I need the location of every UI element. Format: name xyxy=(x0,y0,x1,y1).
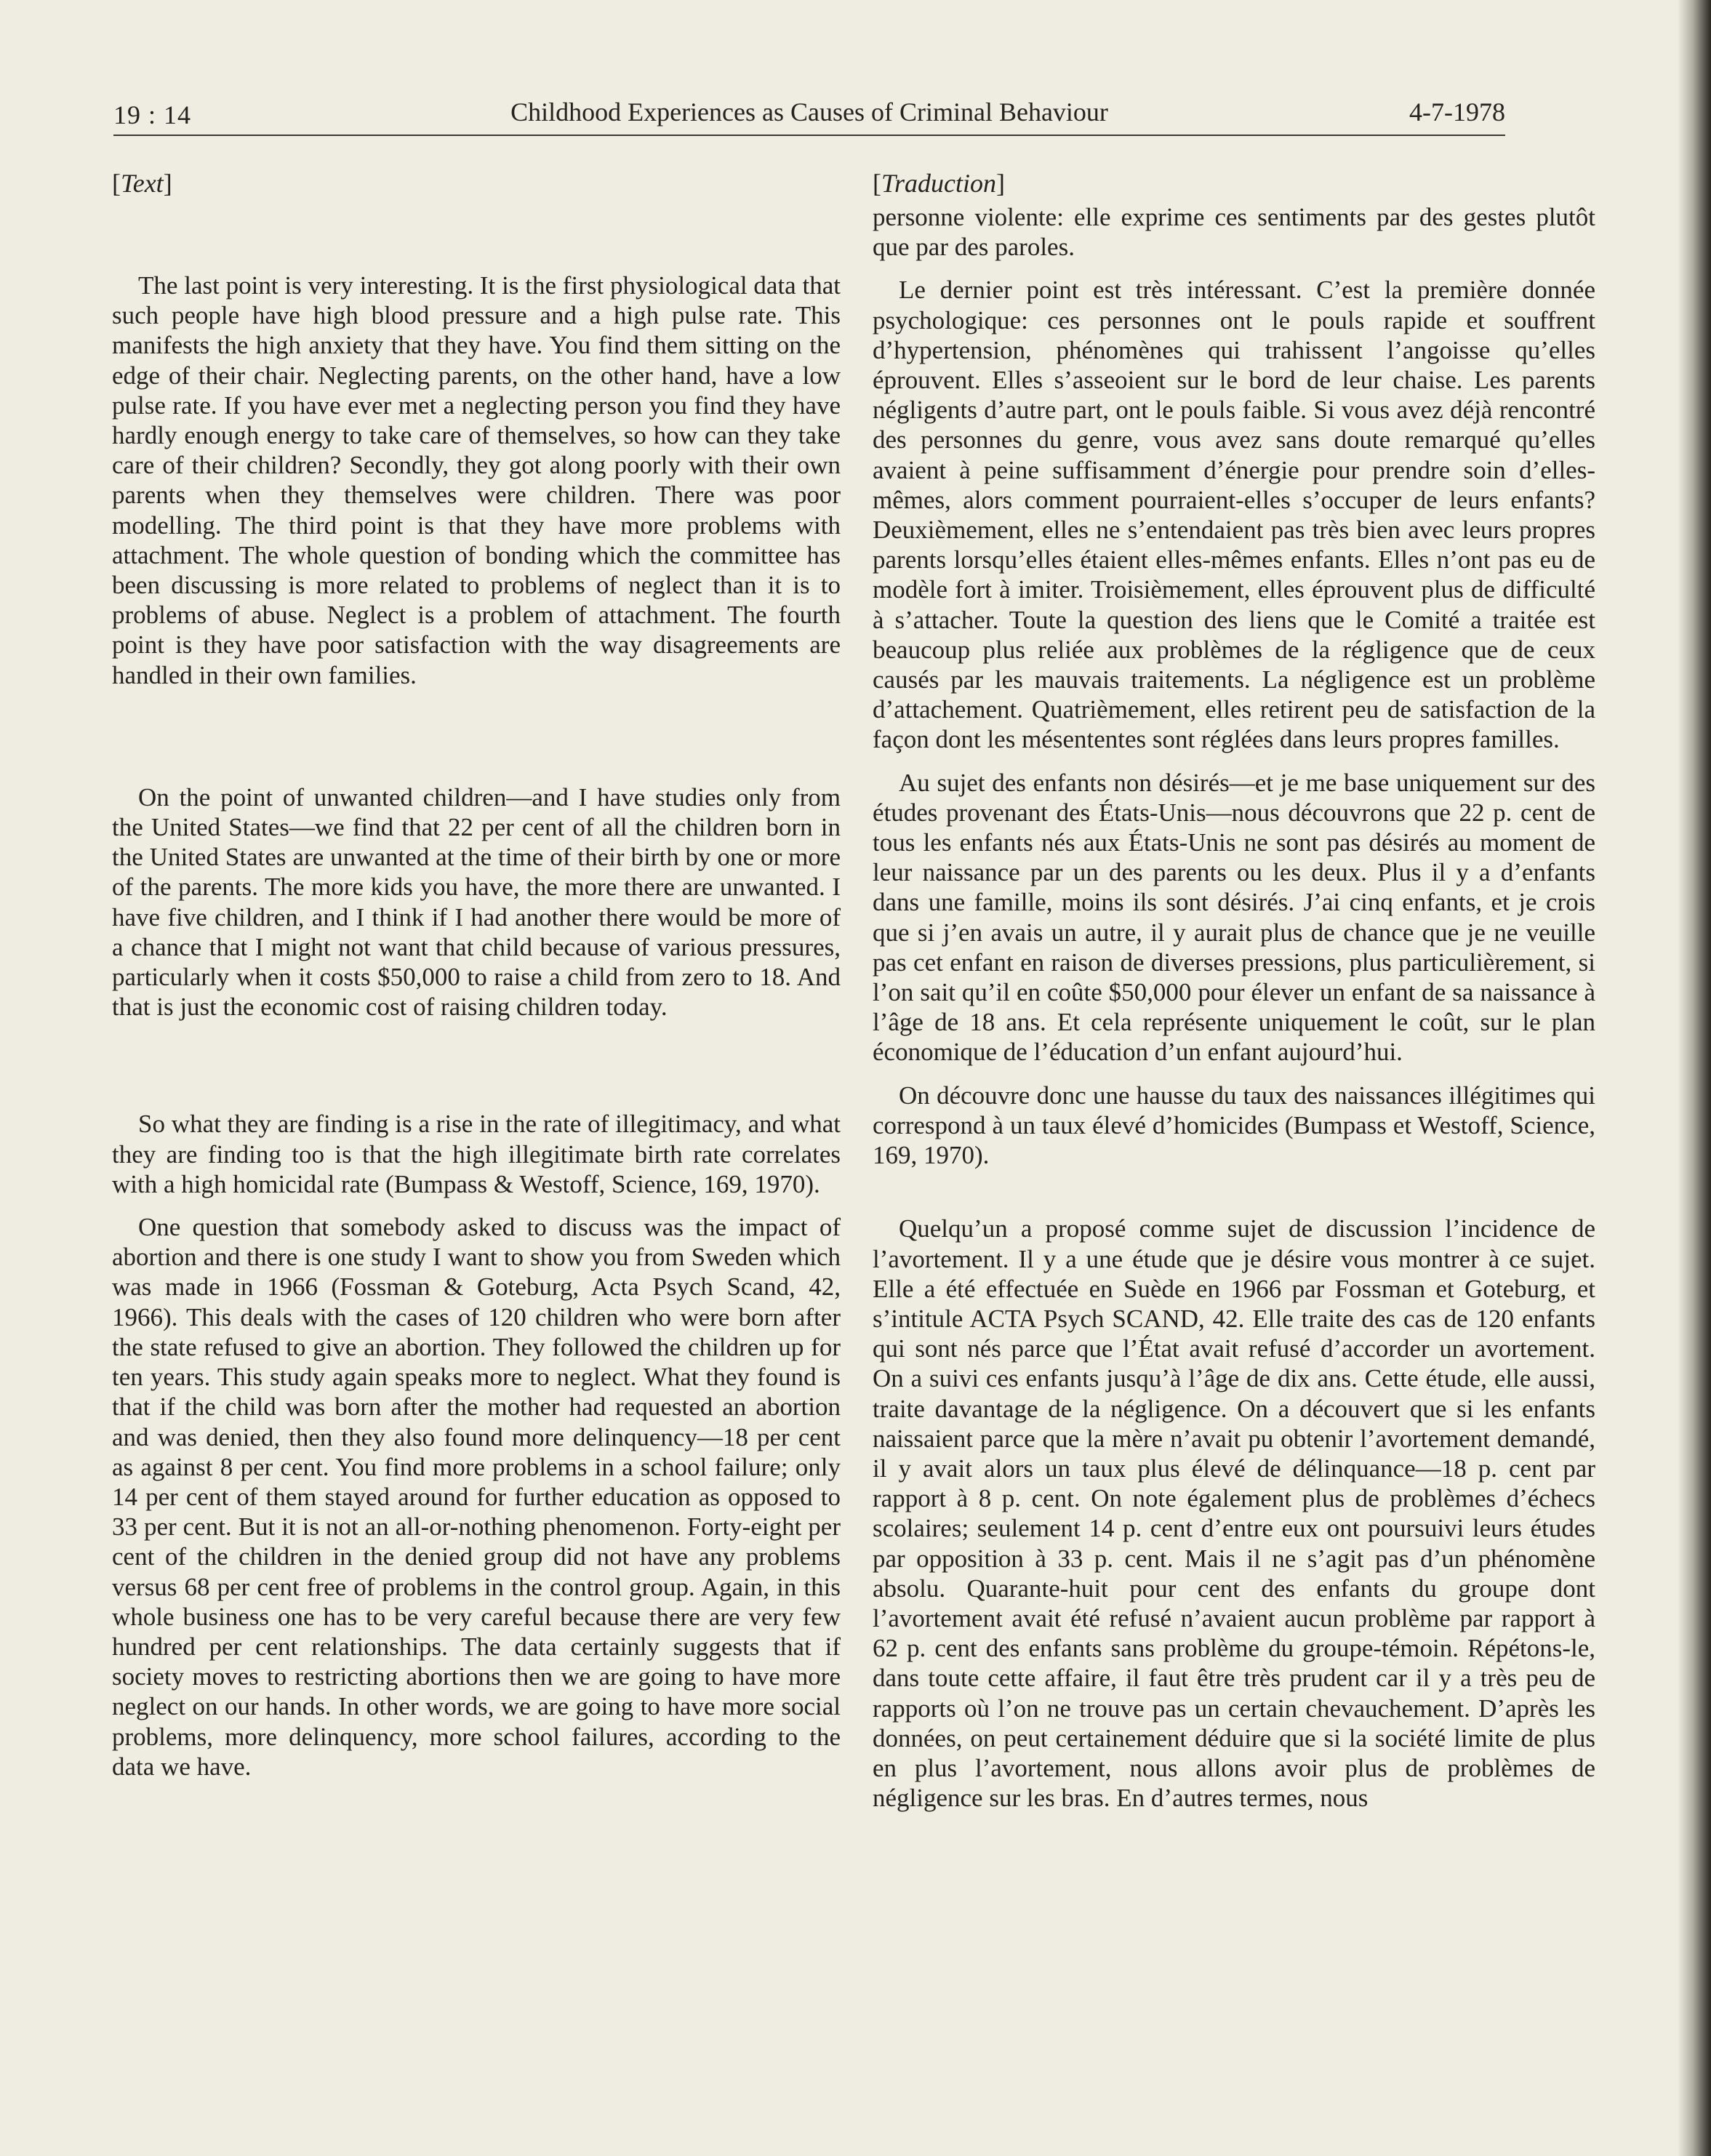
paragraph: On découvre donc une hausse du taux des naissances illégitimes qui correspond à un taux élevé d’homicides (Bumpass et Westoff, Science, 169, 1970). xyxy=(873,1081,1595,1170)
paragraph: Quelqu’un a proposé comme sujet de discussion l’incidence de l’avortement. Il y a une étude que je désire vous montrer à ce sujet. Elle a été effectuée en Suède en 1966 par Fossman et Goteburg, et s’intitule ACTA Psych SCAND, 42. Elle traite des cas de 120 enfants qui sont nés parce que l’État avait refusé d’accorder un avortement. On a suivi ces enfants jusqu’à l’âge de dix ans. Cette étude, elle aussi, traite davantage de la négligence. On a découvert que si les enfants naissaient parce que la mère n’avait pu obtenir l’avortement demandé, il y avait alors un taux plus élevé de délinquance—18 p. cent par rapport à 8 p. cent. On note également plus de problèmes d’échecs scolaires; seulement 14 p. cent d’entre eux ont poursuivi leurs études par opposition à 33 p. cent. Mais il ne s’agit pas d’un phénomène absolu. Quarante-huit pour cent des enfants du groupe dont l’avortement avait été refusé n’avaient aucun problème par rapport à 62 p. cent des enfants sans problème du groupe-témoin. Répétons-le, dans toute cette affaire, il faut être très prudent car il y a très peu de rapports où l’on ne trouve pas un certain chevauchement. D’après les données, on peut certainement déduire que si la société limite de plus en plus l’avortement, nous allons avoir plus de problèmes de négligence sur les bras. En d’autres termes, nous xyxy=(873,1214,1595,1813)
paragraph: One question that somebody asked to discuss was the impact of abortion and there is one study I want to show you from Sweden which was made in 1966 (Fossman & Goteburg, Acta Psych Scand, 42, 1966). This deals with the cases of 120 children who were born after the state refused to give an abortion. They followed the children up for ten years. This study again speaks more to neglect. What they found is that if the child was born after the mother had requested an abortion and was denied, then they also found more delinquency—18 per cent as against 8 per cent. You find more problems in a school failure; only 14 per cent of them stayed around for further education as opposed to 33 per cent. But it is not an all-or-nothing phenomenon. Forty-eight per cent of the children in the denied group did not have any problems versus 68 per cent free of problems in the control group. Again, in this whole business one has to be very careful because there are very few hundred per cent relationships. The data certainly suggests that if society moves to restricting abortions then we are going to have more neglect on our hands. In other words, we are going to have more social problems, more delinquency, more school failures, according to the data we have. xyxy=(112,1213,841,1781)
paragraph: personne violente: elle exprime ces sentiments par des gestes plutôt que par des paroles. xyxy=(873,203,1595,262)
french-column xyxy=(873,169,1595,1813)
paragraph: The last point is very interesting. It is the first physiological data that such people have high blood pressure and a high pulse rate. This manifests the high anxiety that they have. You find them sitting on the edge of their chair. Neglecting parents, on the other hand, have a low pulse rate. If you have ever met a neglecting person you find they have hardly enough energy to take care of themselves, so how can they take care of their children? Secondly, they got along poorly with their own parents when they themselves were children. There was poor modelling. The third point is that they have more problems with attachment. The whole question of bonding which the committee has been discussing is more related to problems of neglect than it is to problems of abuse. Neglect is a problem of attachment. The fourth point is they have poor satisfaction with the way disagreements are handled in their own families. xyxy=(112,271,841,689)
english-column xyxy=(112,169,841,1782)
paragraph: On the point of unwanted children—and I have studies only from the United States—we find that 22 per cent of all the children born in the United States are unwanted at the time of their birth by one or more of the parents. The more kids you have, the more there are unwanted. I have five children, and I think if I had another there would be more of a chance that I might not want that child because of various pressures, particularly when it costs $50,000 to raise a child from zero to 18. And that is just the economic cost of raising children today. xyxy=(112,782,841,1022)
paragraph: Le dernier point est très intéressant. C’est la première donnée psychologique: ces personnes ont le pouls rapide et souffrent d’hypertension, phénomènes qui trahissent l’angoisse qu’elles éprouvent. Elles s’asseoient sur le bord de leur chaise. Les parents négligents d’autre part, ont le pouls faible. Si vous avez déjà rencontré des personnes du genre, vous avez sans doute remarqué qu’elles avaient à peine suffisamment d’énergie pour prendre soin d’elles-mêmes, alors comment pourraient-elles s’occuper de leurs enfants? Deuxièmement, elles ne s’entendaient pas très bien avec leurs propres parents lorsqu’elles étaient elles-mêmes enfants. Elles n’ont pas eu de modèle fort à imiter. Troisièmement, elles éprouvent plus de difficulté à s’attacher. Toute la question des liens que le Comité a traitée est beaucoup plus reliée aux problèmes de la régligence que de ceux causés par les mauvais traitements. La négligence est un problème d’attachement. Quatrièmement, elles retirent peu de satisfaction de la façon dont les mésententes sont réglées dans leurs propres familles. xyxy=(873,276,1595,754)
header-date: 4-7-1978 xyxy=(1409,97,1505,127)
paragraph: Au sujet des enfants non désirés—et je me base uniquement sur des études provenant des États-Unis—nous découvrons que 22 p. cent de tous les enfants nés aux États-Unis ne sont pas désirés au moment de leur naissance par un des parents ou les deux. Plus il y a d’enfants dans une famille, moins ils sont désirés. J’ai cinq enfants, et je crois que si j’en avais un autre, il y aurait plus de chance que je ne veuille pas cet enfant en raison de diverses pressions, plus particulièrement, si l’on sait qu’il en coûte $50,000 pour élever un enfant de sa naissance à l’âge de 18 ans. Et cela représente uniquement le coût, sur le plan économique de l’éducation d’un enfant aujourd’hui. xyxy=(873,768,1595,1067)
page-number: 19 : 14 xyxy=(113,100,192,129)
paragraph: So what they are finding is a rise in the rate of illegitimacy, and what they are finding too is that the high illegitimate birth rate correlates with a high homicidal rate (Bumpass & Westoff, Science, 169, 1970). xyxy=(112,1110,841,1198)
page-header xyxy=(113,89,1505,136)
column-label-text: [Text] xyxy=(112,169,172,198)
column-label-traduction: [Traduction] xyxy=(873,169,1006,198)
page-edge-shadow xyxy=(1678,0,1711,2156)
running-title: Childhood Experiences as Causes of Criminal Behaviour xyxy=(510,97,1108,127)
